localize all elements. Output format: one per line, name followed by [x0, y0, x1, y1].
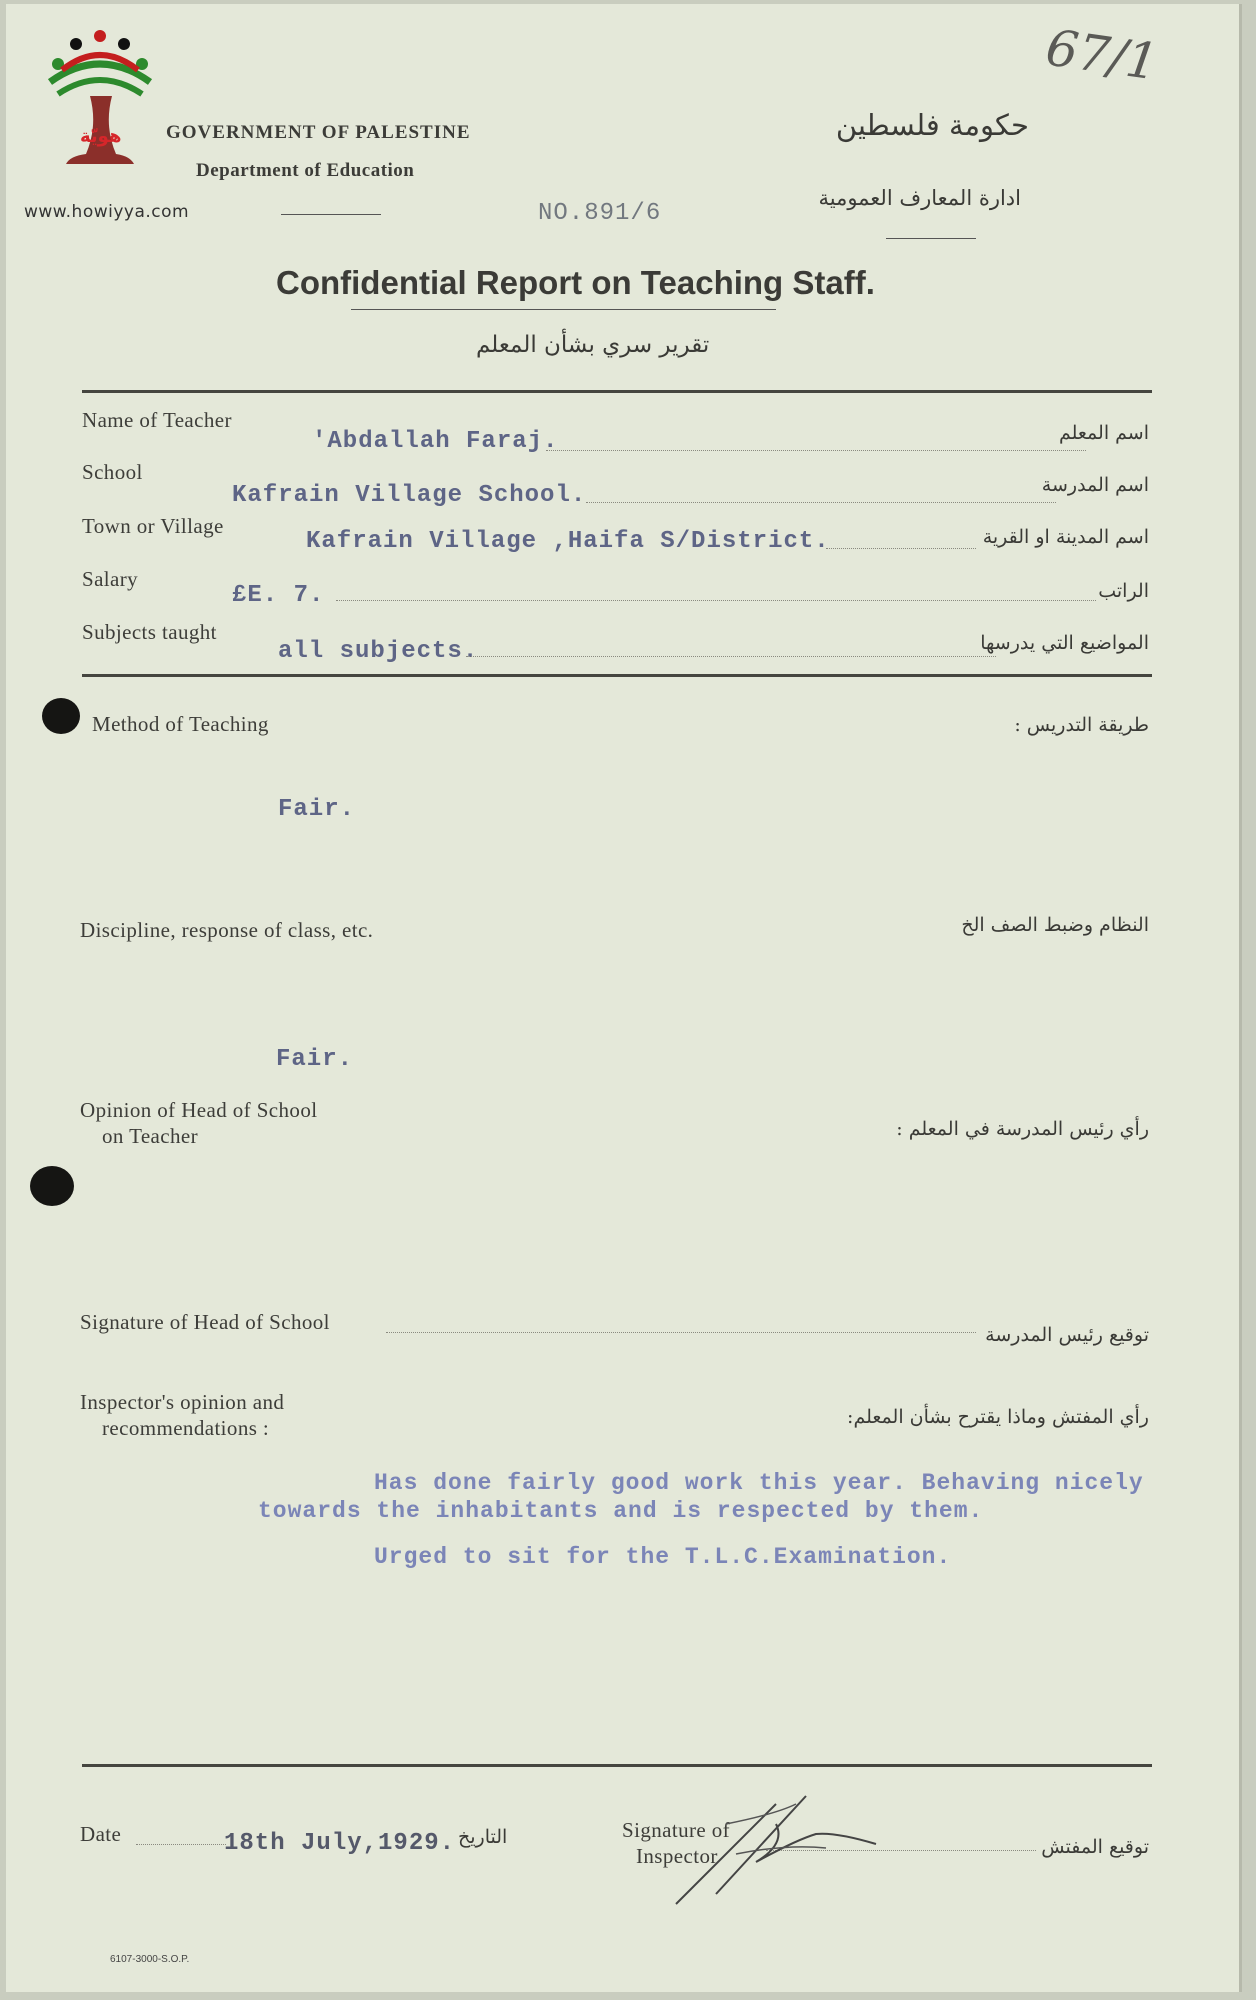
label-name-of-teacher-ar: اسم المعلم	[1058, 422, 1149, 444]
government-title: GOVERNMENT OF PALESTINE	[166, 122, 471, 143]
value-town: Kafrain Village ,Haifa S/District.	[306, 528, 830, 555]
report-title-ar: تقرير سري بشأن المعلم	[476, 332, 710, 358]
label-signature-inspector-line1: Signature of	[622, 1818, 731, 1842]
label-subjects-ar: المواضيع التي يدرسها	[980, 632, 1149, 654]
label-town-or-village: Town or Village	[82, 514, 224, 538]
dotted-line-subjects	[466, 656, 996, 657]
dotted-line-signature-head	[386, 1332, 976, 1333]
report-title: Confidential Report on Teaching Staff.	[276, 264, 875, 301]
label-salary: Salary	[82, 567, 139, 591]
label-signature-head-ar: توقيع رئيس المدرسة	[985, 1324, 1149, 1346]
label-signature-inspector-ar: توقيع المفتش	[1041, 1836, 1149, 1858]
inspector-remark-line1: Has done fairly good work this year. Behaving nicely	[374, 1470, 1144, 1496]
label-signature-head: Signature of Head of School	[80, 1310, 330, 1334]
inspector-remark-line3: Urged to sit for the T.L.C.Examination.	[374, 1544, 952, 1570]
header-ornament-right	[886, 238, 976, 239]
label-opinion-head-ar: رأي رئيس المدرسة في المعلم :	[896, 1118, 1149, 1140]
value-method: Fair.	[278, 796, 356, 823]
label-school: School	[82, 460, 143, 484]
government-title-ar: حكومة فلسطين	[835, 108, 1029, 142]
fields-bottom-rule	[82, 674, 1152, 677]
dotted-line-town	[826, 548, 976, 549]
department-title-ar: ادارة المعارف العمومية	[818, 186, 1021, 210]
label-discipline: Discipline, response of class, etc.	[80, 918, 374, 942]
label-date-ar: التاريخ	[458, 1826, 508, 1848]
bottom-rule	[82, 1764, 1152, 1767]
howiyya-logo	[40, 26, 160, 176]
label-discipline-ar: النظام وضبط الصف الخ	[961, 914, 1149, 936]
watermark-url: www.howiyya.com	[24, 202, 190, 222]
department-title: Department of Education	[196, 160, 415, 181]
label-school-ar: اسم المدرسة	[1041, 474, 1149, 496]
top-rule	[82, 390, 1152, 393]
label-town-ar: اسم المدينة او القرية	[982, 526, 1149, 548]
label-opinion-head-line1: Opinion of Head of School	[80, 1098, 318, 1122]
label-method-of-teaching: Method of Teaching	[92, 712, 269, 736]
tree-icon	[40, 26, 160, 176]
document-number: NO.891/6	[538, 200, 662, 227]
page-mark: 67/1	[1042, 18, 1162, 92]
value-subjects: all subjects.	[278, 638, 479, 665]
label-inspector-opinion-line1: Inspector's opinion and	[80, 1390, 285, 1414]
label-date: Date	[80, 1822, 122, 1846]
logo-text: هويّة	[80, 126, 122, 147]
value-salary: £E. 7.	[232, 582, 325, 609]
report-title-underline	[351, 309, 776, 310]
label-inspector-opinion-line2: recommendations :	[102, 1416, 270, 1440]
label-signature-inspector-line2: Inspector	[636, 1844, 718, 1868]
label-method-ar: طريقة التدريس :	[1014, 714, 1149, 736]
dotted-line-school	[586, 502, 1056, 503]
dotted-line-name	[546, 450, 1086, 451]
inspector-remark-line2: towards the inhabitants and is respected by them.	[258, 1498, 984, 1524]
ink-blot-middle	[30, 1166, 74, 1206]
document-sheet	[6, 4, 1242, 1992]
dotted-line-date	[136, 1844, 226, 1845]
dotted-line-salary	[336, 600, 1096, 601]
value-date: 18th July,1929.	[224, 1830, 456, 1857]
label-salary-ar: الراتب	[1098, 580, 1149, 602]
value-discipline: Fair.	[276, 1046, 354, 1073]
label-opinion-head-line2: on Teacher	[102, 1124, 199, 1148]
header-ornament-left	[281, 214, 381, 215]
value-school: Kafrain Village School.	[232, 482, 587, 509]
label-name-of-teacher: Name of Teacher	[82, 408, 232, 432]
value-teacher-name: 'Abdallah Faraj.	[312, 428, 559, 455]
inspector-signature	[656, 1784, 886, 1914]
label-subjects-taught: Subjects taught	[82, 620, 217, 644]
label-inspector-ar: رأي المفتش وماذا يقترح بشأن المعلم:	[847, 1406, 1149, 1428]
ink-blot-top	[42, 698, 80, 734]
print-code: 6107-3000-S.O.P.	[110, 1954, 190, 1965]
